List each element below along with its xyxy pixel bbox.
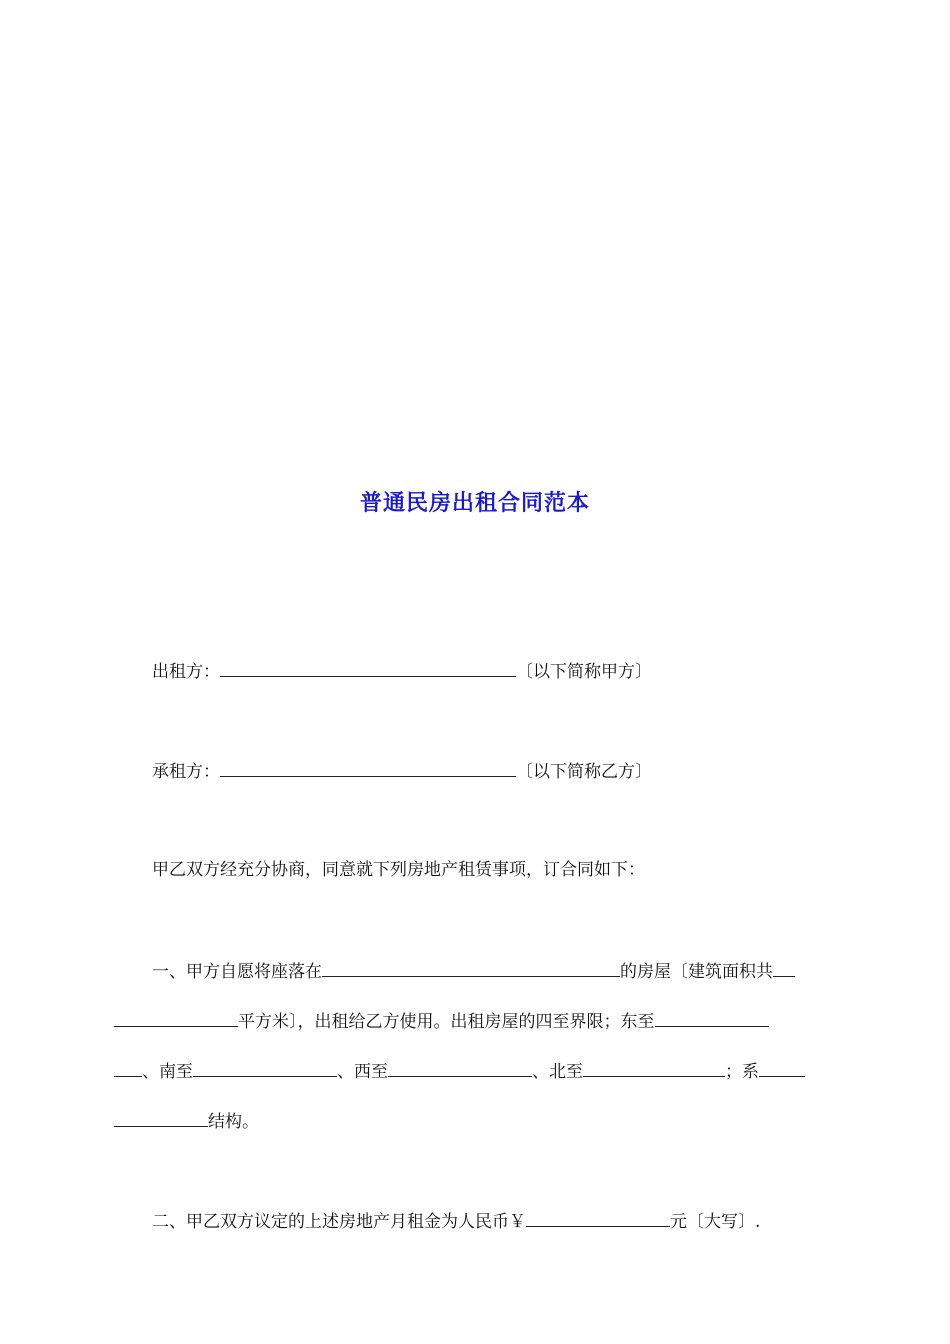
area-blank-end xyxy=(114,1008,238,1027)
lessor-line xyxy=(152,658,652,684)
clause1-west-label: 、西至 xyxy=(337,1062,388,1082)
lessee-line xyxy=(152,758,652,784)
structure-blank-end xyxy=(114,1108,208,1127)
clause2-line1 xyxy=(152,1208,760,1234)
lessor-suffix: 〔以下简称甲方〕 xyxy=(516,662,652,682)
east-boundary-blank xyxy=(655,1008,769,1027)
clause1-structure-label: ；系 xyxy=(725,1062,759,1082)
rent-amount-blank xyxy=(526,1208,670,1227)
east-boundary-blank-end xyxy=(114,1058,142,1077)
clause1-line2 xyxy=(114,1008,769,1034)
clause2-text-b: 元〔大写〕. xyxy=(670,1212,761,1232)
clause1-line3 xyxy=(114,1058,805,1084)
clause1-south-label: 、南至 xyxy=(142,1062,193,1082)
west-boundary-blank xyxy=(388,1058,532,1077)
property-location-blank xyxy=(322,958,620,977)
north-boundary-blank xyxy=(583,1058,725,1077)
document-title: 普通民房出租合同范本 xyxy=(359,491,590,516)
clause1-line1 xyxy=(152,958,795,984)
clause1-text-a: 一、甲方自愿将座落在 xyxy=(152,962,322,982)
clause1-structure-suffix: 结构。 xyxy=(208,1112,259,1132)
clause1-text-b: 的房屋〔建筑面积共 xyxy=(620,962,773,982)
lessee-suffix: 〔以下简称乙方〕 xyxy=(516,762,652,782)
area-blank-start xyxy=(773,958,795,977)
clause1-text-c: 平方米〕，出租给乙方使用。出租房屋的四至界限；东至 xyxy=(238,1012,655,1032)
lessor-name-blank xyxy=(220,658,516,677)
clause1-line4 xyxy=(114,1108,259,1134)
clause1-north-label: 、北至 xyxy=(532,1062,583,1082)
intro-paragraph: 甲乙双方经充分协商，同意就下列房地产租赁事项，订合同如下： xyxy=(152,860,645,880)
lessee-name-blank xyxy=(220,758,516,777)
clause2-text-a: 二、甲乙双方议定的上述房地产月租金为人民币￥ xyxy=(152,1212,526,1232)
south-boundary-blank xyxy=(193,1058,337,1077)
structure-blank-start xyxy=(759,1058,805,1077)
lessor-label: 出租方： xyxy=(152,662,220,682)
lessee-label: 承租方： xyxy=(152,762,220,782)
